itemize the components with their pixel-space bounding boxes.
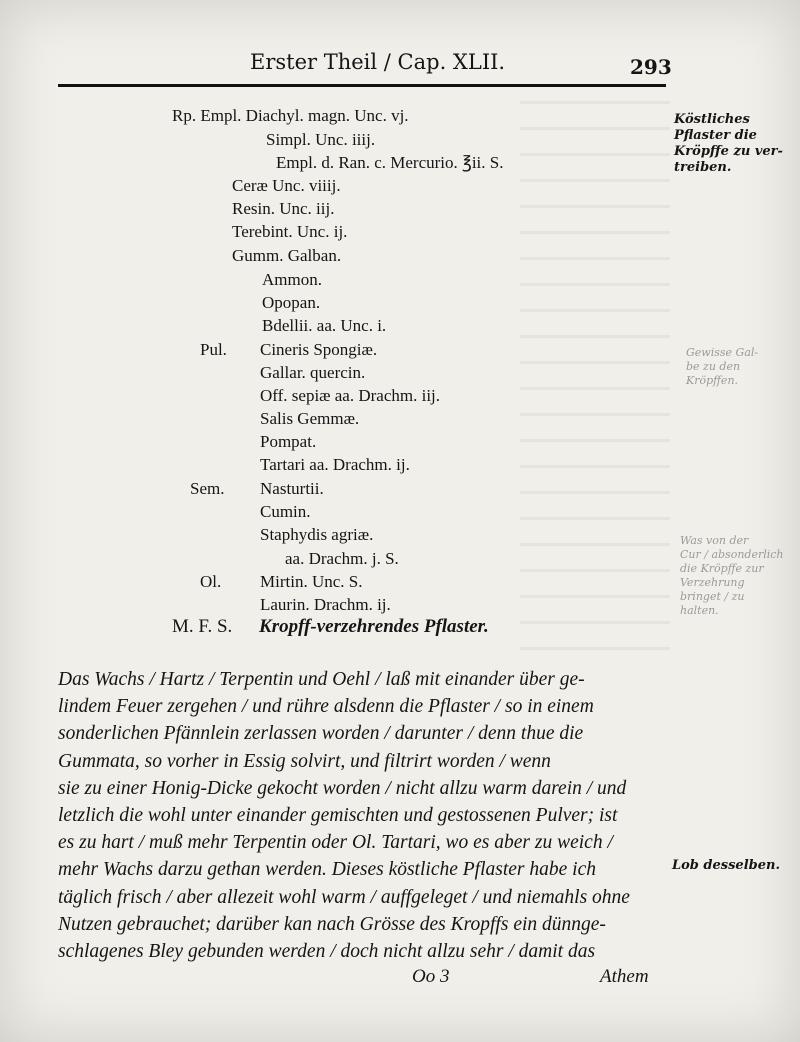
ghost-note-line: be zu den [686,360,741,373]
ghost-note-line: Was von der [680,534,749,547]
paragraph-line: sie zu einer Honig-Dicke gekocht worden / nicht allzu warm darein / und [58,777,627,799]
mfs-abbrev: M. F. S. [172,616,233,637]
recipe-line-ammon: Ammon. [262,270,322,289]
recipe-line-terebint: Terebint. Unc. ij. [232,222,348,241]
recipe-line-aa-drachm: aa. Drachm. j. S. [285,549,399,568]
margin-note-line: Kröpffe zu ver- [674,144,783,159]
ink-bleed-through [520,90,670,650]
recipe-line-cumin: Cumin. [260,502,311,521]
ghost-note-line: Verzehrung [680,576,745,589]
margin-note-line: treiben. [674,160,732,175]
recipe-line-cerae: Ceræ Unc. viiij. [232,176,341,195]
margin-note-line: Köstliches [674,112,750,127]
recipe-line-pompat: Pompat. [260,432,317,451]
paragraph-line: mehr Wachs darzu gethan werden. Dieses köstliche Pflaster habe ich [58,859,596,881]
recipe-label-pul: Pul. [200,340,227,359]
paragraph-line: es zu hart / muß mehr Terpentin oder Ol. Tartari, wo es aber zu weich / [58,832,613,854]
recipe-line-empl-ran: Empl. d. Ran. c. Mercurio. ℥ii. S. [276,153,504,172]
recipe-mfs-line [172,616,489,638]
recipe-line-mirtin: Mirtin. Unc. S. [260,572,363,591]
paragraph-line: Gummata, so vorher in Essig solvirt, und filtrirt worden / wenn [58,750,551,772]
recipe-line-staphydis: Staphydis agriæ. [260,525,374,544]
recipe-line-resin: Resin. Unc. iij. [232,199,335,218]
plaster-name: Kropff-verzehrendes Pflaster. [259,616,489,637]
recipe-label-ol: Ol. [200,572,222,591]
recipe-line-gallar: Gallar. quercin. [260,363,366,382]
recipe-line-off: Off. sepiæ aa. Drachm. iij. [260,386,441,405]
ghost-margin-note-2 [680,534,784,618]
ghost-note-line: Gewisse Gal- [686,346,759,359]
paragraph-line: letzlich die wohl unter einander gemischten und gestossenen Pulver; ist [58,805,618,827]
margin-note-praise: Lob desselben. [672,858,780,873]
ghost-margin-note-1 [686,346,758,388]
paragraph-line: täglich frisch / aber allezeit wohl warm / auffgeleget / und niemahls ohne [58,886,630,908]
ghost-note-line: die Kröpffe zur [680,562,764,575]
signature-mark: Oo 3 [412,966,450,987]
margin-note-plaster [674,112,783,176]
catchword: Athem [600,966,649,987]
paragraph-line: Das Wachs / Hartz / Terpentin und Oehl / laß mit einander über ge- [58,669,585,690]
recipe-line-laurin: Laurin. Drachm. ij. [260,595,391,614]
ghost-note-line: halten. [680,604,719,617]
paragraph-line: lindem Feuer zergehen / und rühre alsdenn die Pflaster / so in einem [58,696,594,718]
recipe-line-cineris: Cineris Spongiæ. [260,340,378,359]
paragraph-line: sonderlichen Pfännlein zerlassen worden / darunter / denn thue die [58,723,584,745]
body-paragraph [58,666,668,965]
ghost-note-line: Cur / absonderlich [680,548,784,561]
ghost-note-line: Kröpffen. [686,374,739,387]
recipe-line-bdellii: Bdellii. aa. Unc. i. [262,316,387,335]
paragraph-line: Nutzen gebrauchet; darüber kan nach Grösse des Kropffs ein dünnge- [58,913,606,935]
header-rule [58,84,666,87]
recipe-line-opopan: Opopan. [262,293,321,312]
recipe-line-nasturtii: Nasturtii. [260,479,324,498]
ghost-note-line: bringet / zu [680,590,745,603]
running-header: Erster Theil / Cap. XLII. [250,50,506,74]
recipe-line-simpl: Simpl. Unc. iiij. [266,130,376,149]
recipe-line-salis: Salis Gemmæ. [260,409,360,428]
margin-note-line: Pflaster die [674,128,757,143]
paragraph-line: schlagenes Bley gebunden werden / doch nicht allzu sehr / damit das [58,941,596,963]
page-number: 293 [630,55,672,79]
recipe-line-rp: Rp. Empl. Diachyl. magn. Unc. vj. [172,106,409,125]
recipe-line-tartari: Tartari aa. Drachm. ij. [260,455,410,474]
recipe-label-sem: Sem. [190,479,225,498]
recipe-line-gumm: Gumm. Galban. [232,246,342,265]
